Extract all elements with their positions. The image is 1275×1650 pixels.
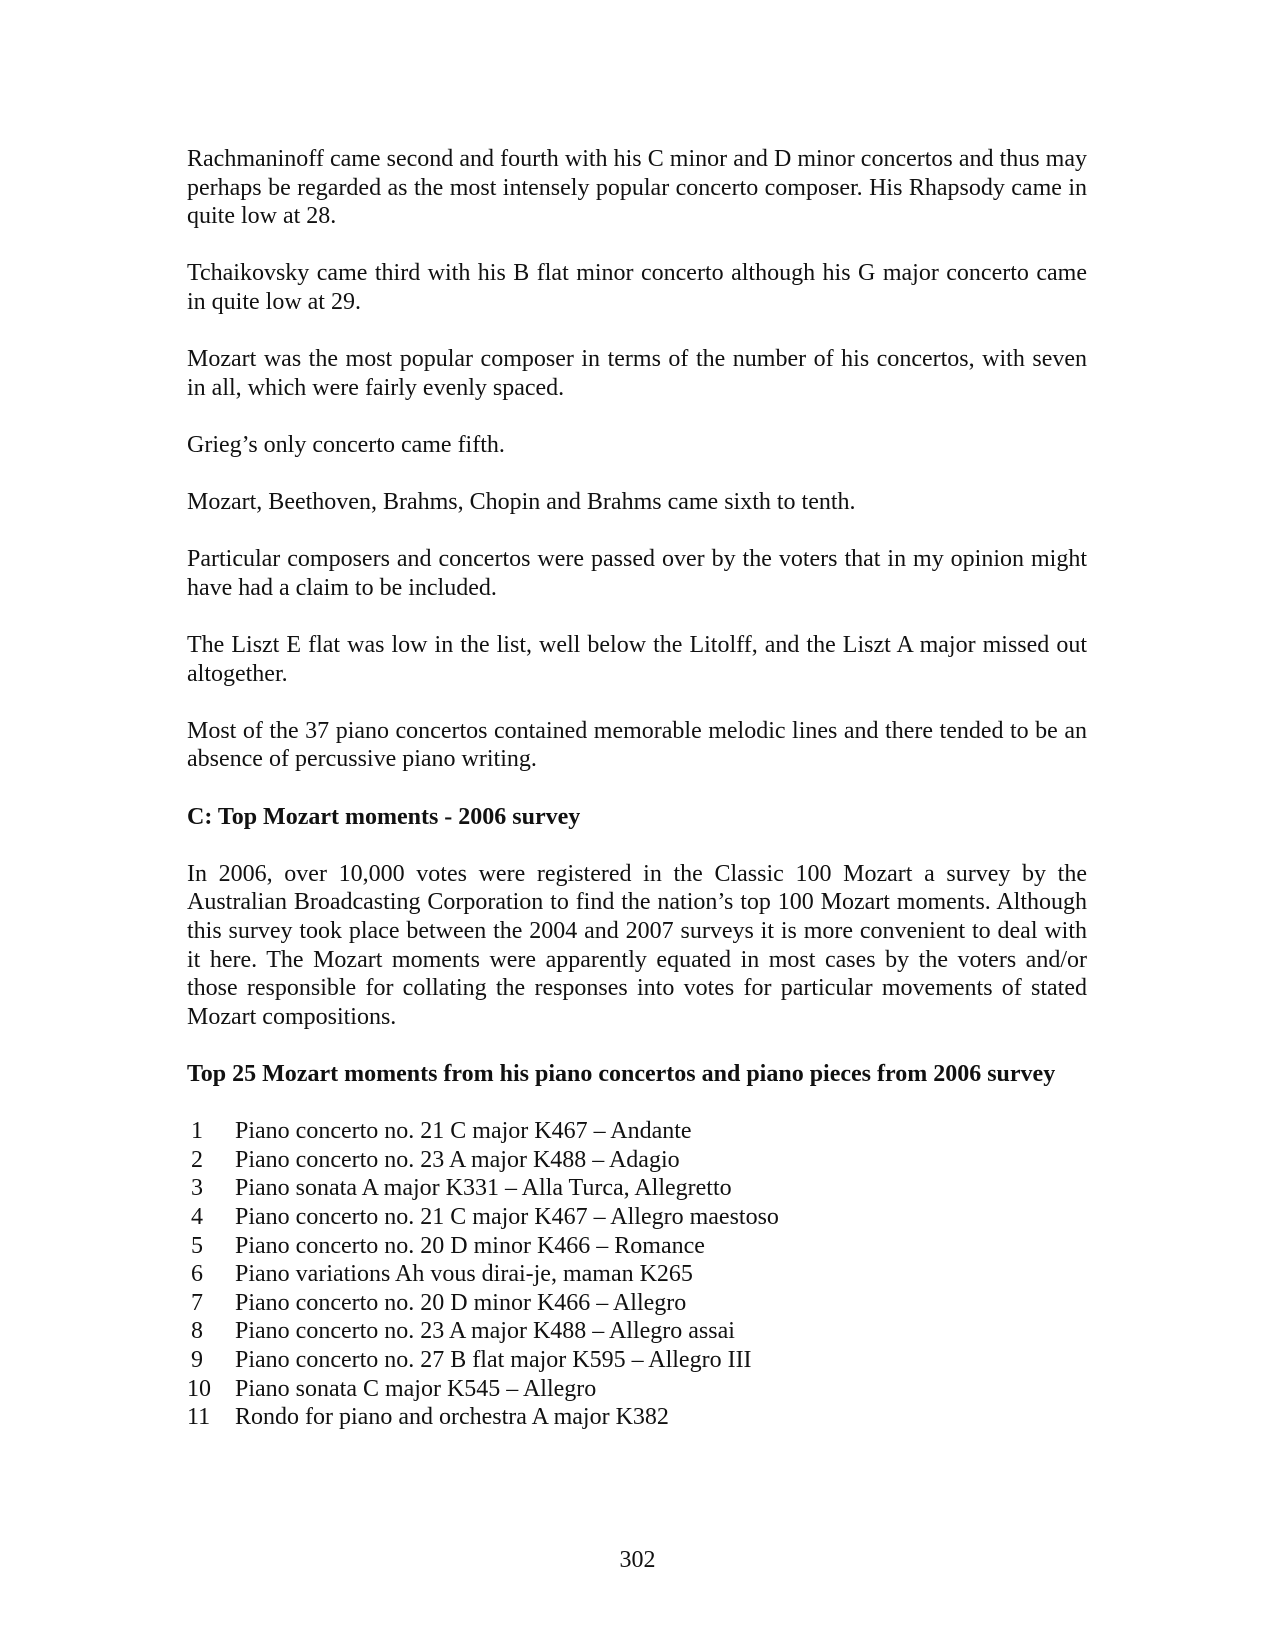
list-item-rank: 3 bbox=[191, 1175, 203, 1202]
list-item bbox=[187, 1375, 1087, 1404]
list-item-rank: 8 bbox=[191, 1318, 203, 1345]
list-item-title: Piano sonata A major K331 – Alla Turca, Allegretto bbox=[235, 1175, 732, 1202]
paragraph-grieg: Grieg’s only concerto came fifth. bbox=[187, 431, 505, 458]
list-item-rank: 10 bbox=[187, 1375, 211, 1402]
paragraph-melodic-lines: Most of the 37 piano concertos contained memorable melodic lines and there tended to be an absence of percussive piano writing. bbox=[187, 717, 1087, 773]
list-item bbox=[187, 1260, 1087, 1289]
paragraph-sixth-to-tenth: Mozart, Beethoven, Brahms, Chopin and Brahms came sixth to tenth. bbox=[187, 489, 856, 516]
list-item-rank: 11 bbox=[187, 1404, 211, 1431]
list-item bbox=[187, 1317, 1087, 1346]
list-item bbox=[187, 1289, 1087, 1318]
list-item-rank: 9 bbox=[191, 1346, 203, 1373]
list-item-title: Piano concerto no. 20 D minor K466 – Allegro bbox=[235, 1289, 687, 1316]
page-number: 302 bbox=[619, 1547, 656, 1573]
list-heading: Top 25 Mozart moments from his piano concertos and piano pieces from 2006 survey bbox=[187, 1061, 1056, 1087]
list-item-title: Piano concerto no. 23 A major K488 – Allegro assai bbox=[235, 1318, 735, 1345]
paragraph-mozart-popularity: Mozart was the most popular composer in terms of the number of his concertos, with seven in all, which were fairly evenly spaced. bbox=[187, 346, 1087, 401]
list-item-title: Piano concerto no. 27 B flat major K595 – Allegro III bbox=[235, 1346, 752, 1373]
section-heading: C: Top Mozart moments - 2006 survey bbox=[187, 803, 581, 830]
list-item bbox=[187, 1403, 1087, 1432]
list-item-title: Piano sonata C major K545 – Allegro bbox=[235, 1375, 597, 1402]
list-item-rank: 6 bbox=[191, 1261, 203, 1288]
list-item bbox=[187, 1117, 1087, 1146]
section-paragraph: In 2006, over 10,000 votes were registered in the Classic 100 Mozart a survey by the Australian Broadcasting Corporation to find the nation’s top 100 Mozart moments. Although this survey took place between the 2004 and 2007 surveys it is more convenient to deal with it here. The Mozart moments were apparently equated in most cases by the voters and/or those responsible for collating the responses into votes for particular movements of stated Mozart compositions. bbox=[187, 860, 1087, 1030]
list-item-title: Piano concerto no. 23 A major K488 – Adagio bbox=[235, 1146, 680, 1173]
list-item-title: Piano concerto no. 21 C major K467 – Andante bbox=[235, 1118, 692, 1145]
list-item-title: Piano variations Ah vous dirai-je, maman K265 bbox=[235, 1261, 693, 1288]
list-item bbox=[187, 1232, 1087, 1261]
paragraph-passed-over: Particular composers and concertos were passed over by the voters that in my opinion might have had a claim to be included. bbox=[187, 546, 1087, 601]
list-item-rank: 2 bbox=[191, 1146, 203, 1173]
list-item bbox=[187, 1174, 1087, 1203]
paragraph-rachmaninoff: Rachmaninoff came second and fourth with his C minor and D minor concertos and thus may perhaps be regarded as the most intensely popular concerto composer. His Rhapsody came in quite low at 28. bbox=[187, 146, 1087, 230]
list-item-title: Piano concerto no. 21 C major K467 – Allegro maestoso bbox=[235, 1203, 779, 1230]
list-item-rank: 5 bbox=[191, 1232, 203, 1259]
mozart-moments-list bbox=[187, 1117, 1087, 1432]
list-item bbox=[187, 1203, 1087, 1232]
list-item bbox=[187, 1346, 1087, 1375]
list-item-rank: 4 bbox=[191, 1203, 203, 1230]
document-body bbox=[187, 145, 1087, 1432]
list-item-title: Rondo for piano and orchestra A major K382 bbox=[235, 1404, 669, 1431]
list-item-rank: 1 bbox=[191, 1118, 203, 1145]
list-item bbox=[187, 1146, 1087, 1175]
paragraph-liszt: The Liszt E flat was low in the list, well below the Litolff, and the Liszt A major missed out altogether. bbox=[187, 632, 1087, 687]
list-item-rank: 7 bbox=[191, 1289, 203, 1316]
paragraph-tchaikovsky: Tchaikovsky came third with his B flat minor concerto although his G major concerto came in quite low at 29. bbox=[187, 260, 1087, 315]
list-item-title: Piano concerto no. 20 D minor K466 – Romance bbox=[235, 1232, 705, 1259]
